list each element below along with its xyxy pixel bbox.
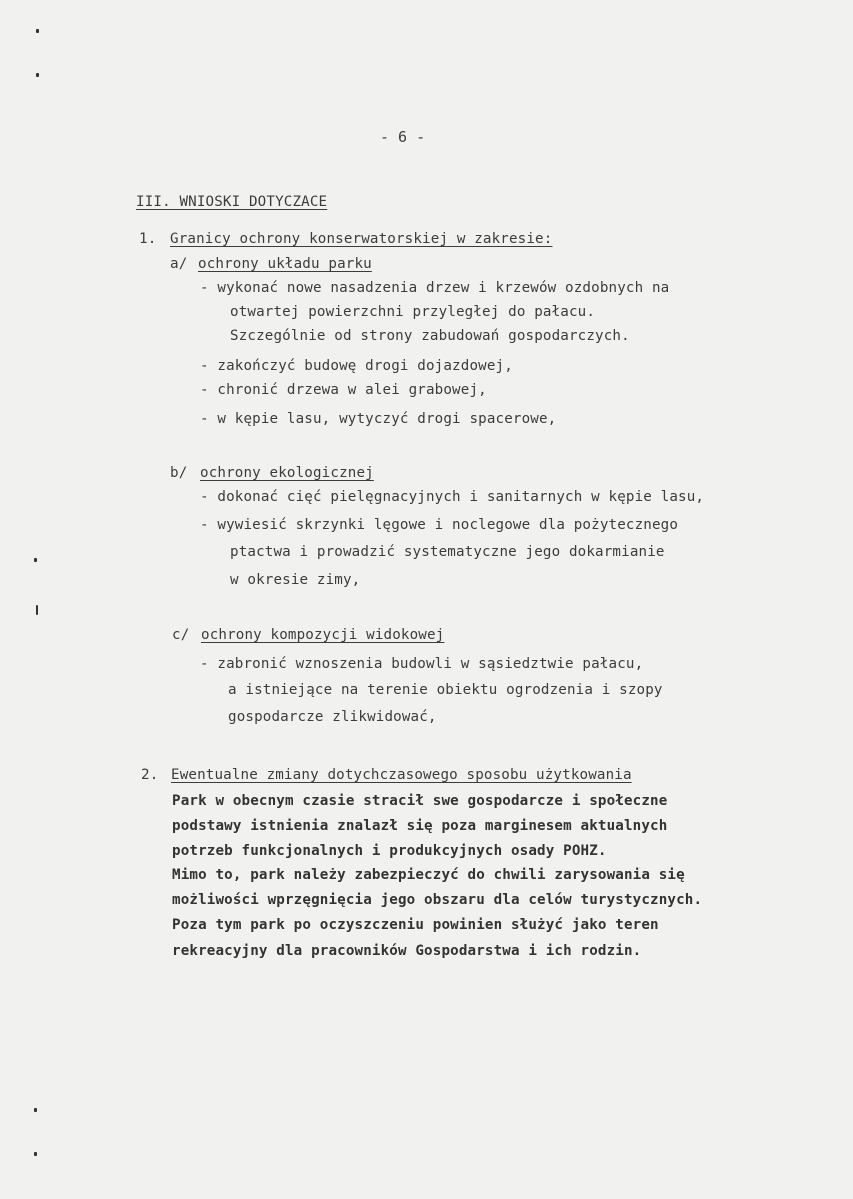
scan-mark [34, 1108, 37, 1112]
text-line: - wywiesić skrzynki lęgowe i noclegowe dla pożytecznego [200, 517, 679, 533]
text-line: potrzeb funkcjonalnych i produkcyjnych osady POHZ. [172, 843, 607, 859]
subsection-c-title: ochrony kompozycji widokowej [201, 627, 445, 643]
section2-title: Ewentualne zmiany dotychczasowego sposobu użytkowania [171, 767, 632, 783]
text-line: w okresie zimy, [230, 572, 361, 588]
section1-title: Granicy ochrony konserwatorskiej w zakresie: [170, 231, 553, 247]
text-line: rekreacyjny dla pracowników Gospodarstwa i ich rodzin. [172, 943, 642, 959]
text-line: - chronić drzewa w alei grabowej, [200, 382, 487, 398]
text-line: - zabronić wznoszenia budowli w sąsiedztwie pałacu, [200, 656, 644, 672]
text-line: podstawy istnienia znalazł się poza marginesem aktualnych [172, 818, 668, 834]
text-line: gospodarcze zlikwidować, [228, 709, 437, 725]
text-line: Park w obecnym czasie stracił swe gospodarcze i społeczne [172, 793, 668, 809]
text-line: możliwości wprzęgnięcia jego obszaru dla celów turystycznych. [172, 892, 703, 908]
section1-number: 1. [139, 231, 157, 247]
subsection-b-label: b/ [170, 465, 188, 481]
text-line: Szczególnie od strony zabudowań gospodarczych. [230, 328, 630, 344]
scan-mark [34, 558, 37, 562]
text-line: - dokonać cięć pielęgnacyjnych i sanitarnych w kępie lasu, [200, 489, 705, 505]
scan-mark [36, 73, 39, 77]
text-line: - zakończyć budowę drogi dojazdowej, [200, 358, 513, 374]
text-line: Poza tym park po oczyszczeniu powinien służyć jako teren [172, 917, 659, 933]
subsection-c-label: c/ [172, 627, 190, 643]
section-heading: III. WNIOSKI DOTYCZACE [136, 194, 328, 210]
text-line: a istniejące na terenie obiektu ogrodzenia i szopy [228, 682, 663, 698]
page-number: - 6 - [380, 128, 426, 146]
scan-mark [36, 605, 38, 615]
text-line: otwartej powierzchni przyległej do pałacu. [230, 304, 596, 320]
text-line: - w kępie lasu, wytyczyć drogi spacerowe, [200, 411, 557, 427]
text-line: - wykonać nowe nasadzenia drzew i krzewów ozdobnych na [200, 280, 670, 296]
scan-mark [34, 1152, 37, 1156]
text-line: ptactwa i prowadzić systematyczne jego dokarmianie [230, 544, 665, 560]
subsection-b-title: ochrony ekologicznej [200, 465, 374, 481]
scan-mark [36, 29, 39, 33]
subsection-a-label: a/ [170, 256, 188, 272]
text-line: Mimo to, park należy zabezpieczyć do chwili zarysowania się [172, 867, 685, 883]
subsection-a-title: ochrony układu parku [198, 256, 372, 272]
section2-number: 2. [141, 767, 159, 783]
